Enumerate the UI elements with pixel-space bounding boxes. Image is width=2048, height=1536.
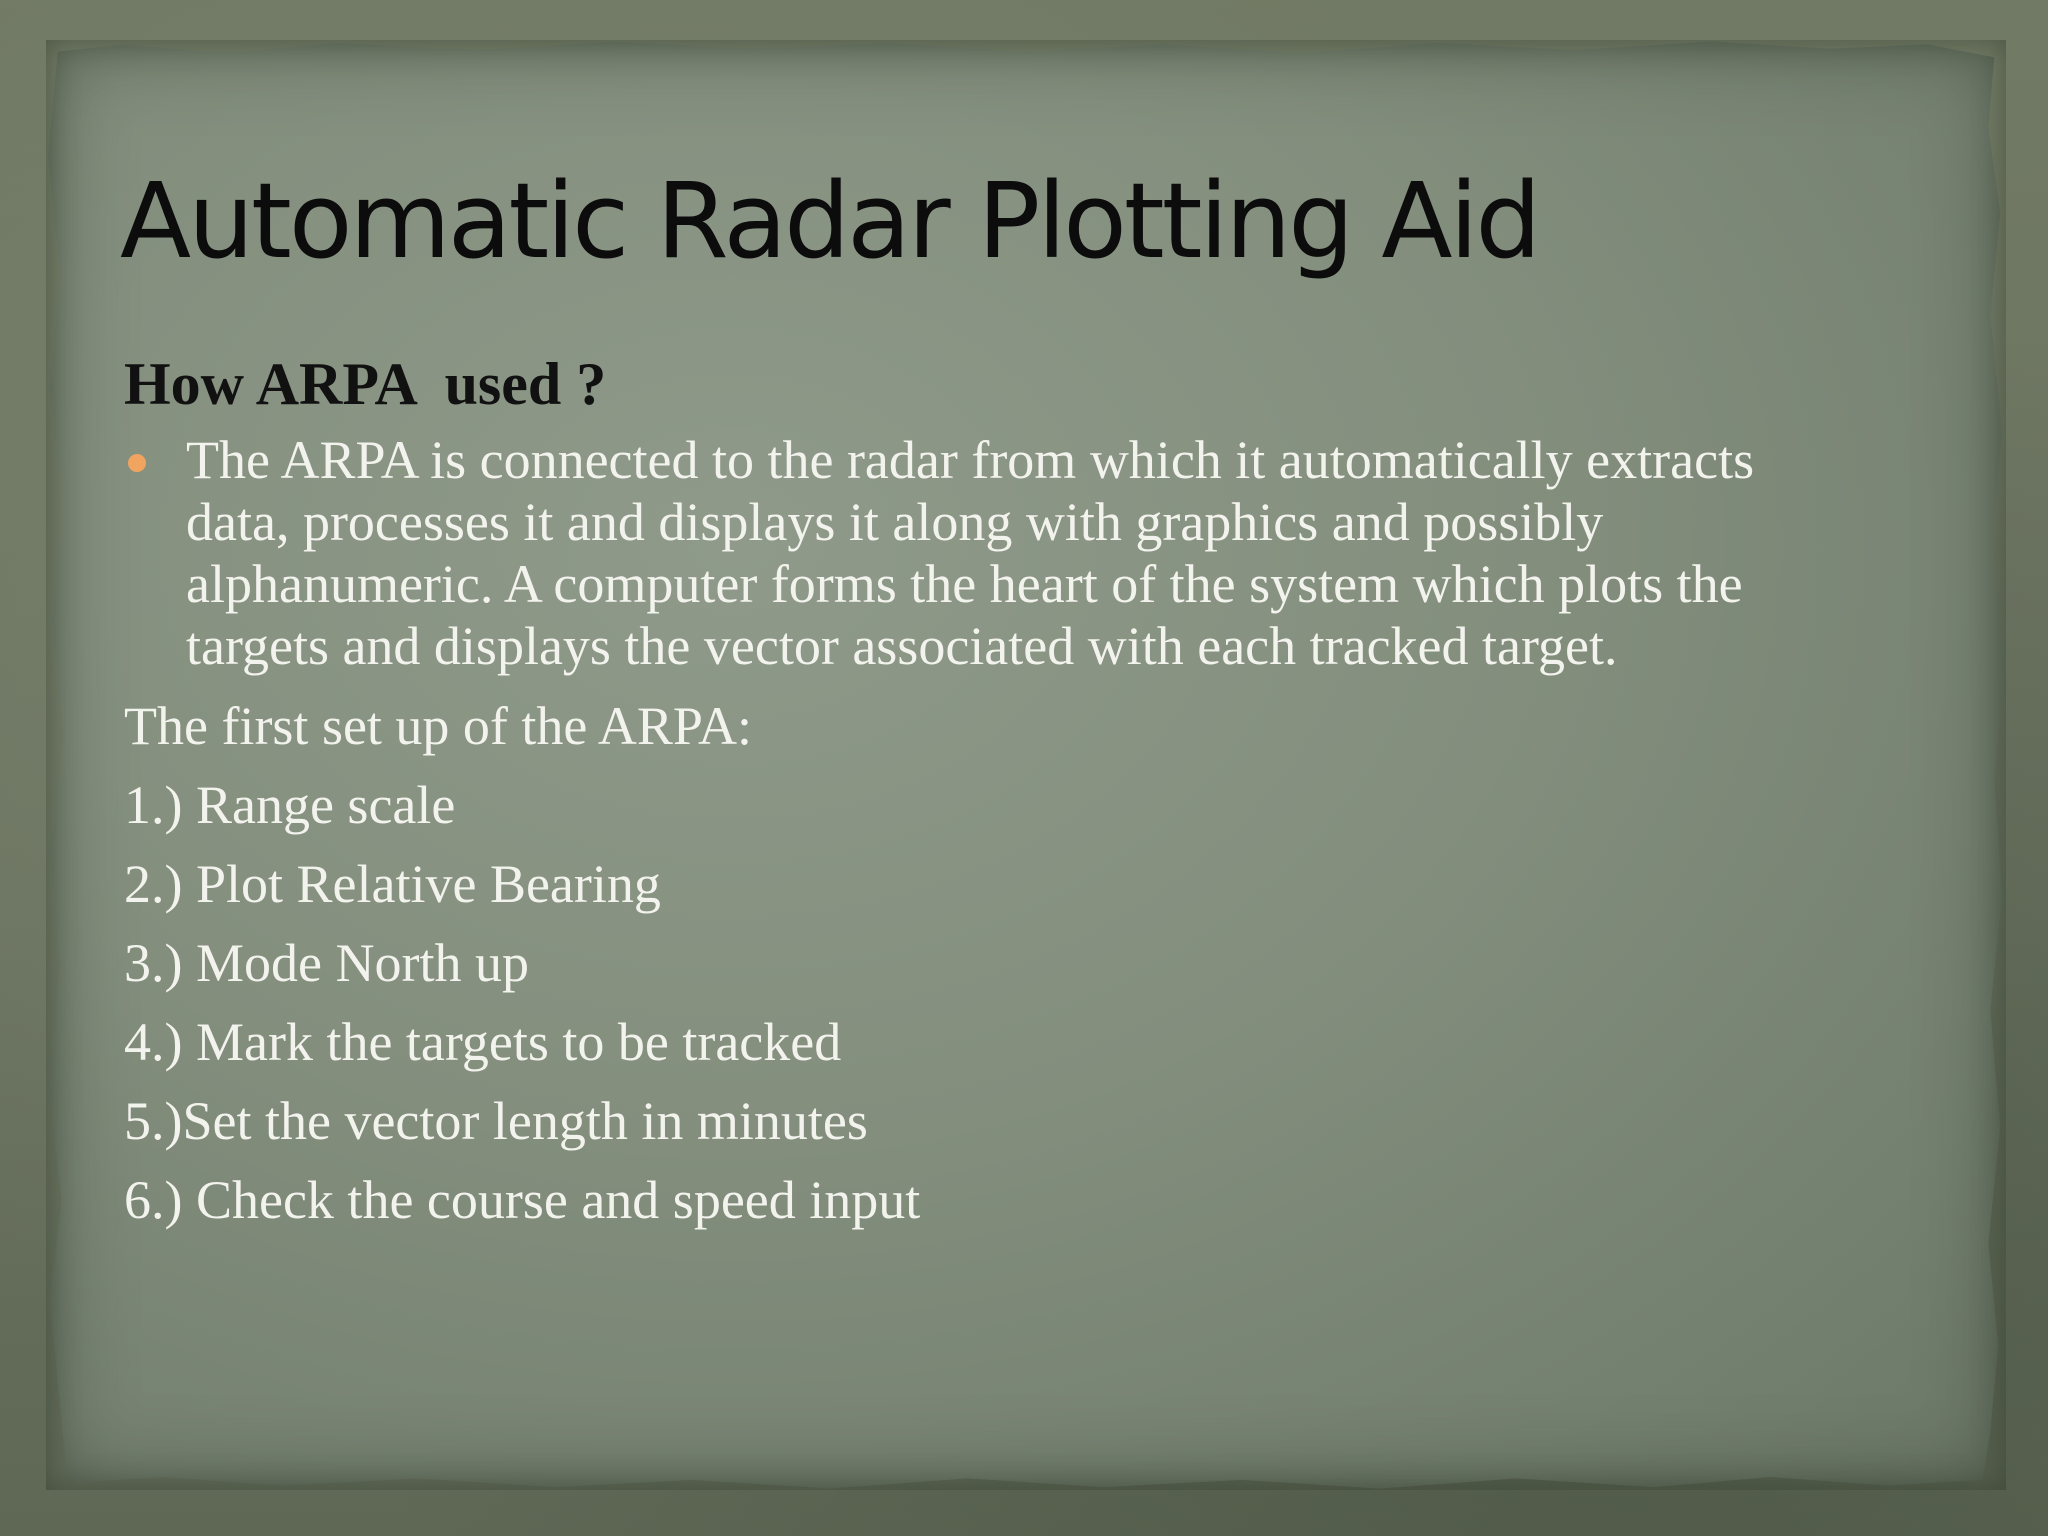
step-item: 4.) Mark the targets to be tracked bbox=[124, 1012, 842, 1072]
slide-title: Automatic Radar Plotting Aid bbox=[120, 160, 1539, 282]
step-item: 6.) Check the course and speed input bbox=[124, 1170, 921, 1230]
step-item: 1.) Range scale bbox=[124, 775, 456, 835]
bullet-paragraph bbox=[124, 429, 1844, 677]
step-item: 5.)Set the vector length in minutes bbox=[124, 1091, 868, 1151]
bullet-dot-icon bbox=[128, 454, 146, 472]
step-item: 3.) Mode North up bbox=[124, 933, 529, 993]
section-heading: How ARPA used ? bbox=[124, 351, 607, 417]
slide-content bbox=[124, 350, 1844, 1248]
step-item: 2.) Plot Relative Bearing bbox=[124, 854, 661, 914]
setup-intro: The first set up of the ARPA: bbox=[124, 696, 752, 756]
bullet-text: The ARPA is connected to the radar from which it automatically extracts data, processes it and displays it along with graphics and possibly alphanumeric. A computer forms the heart of the system which plots the targets and displays the vector associated with each tracked target. bbox=[186, 430, 1755, 676]
